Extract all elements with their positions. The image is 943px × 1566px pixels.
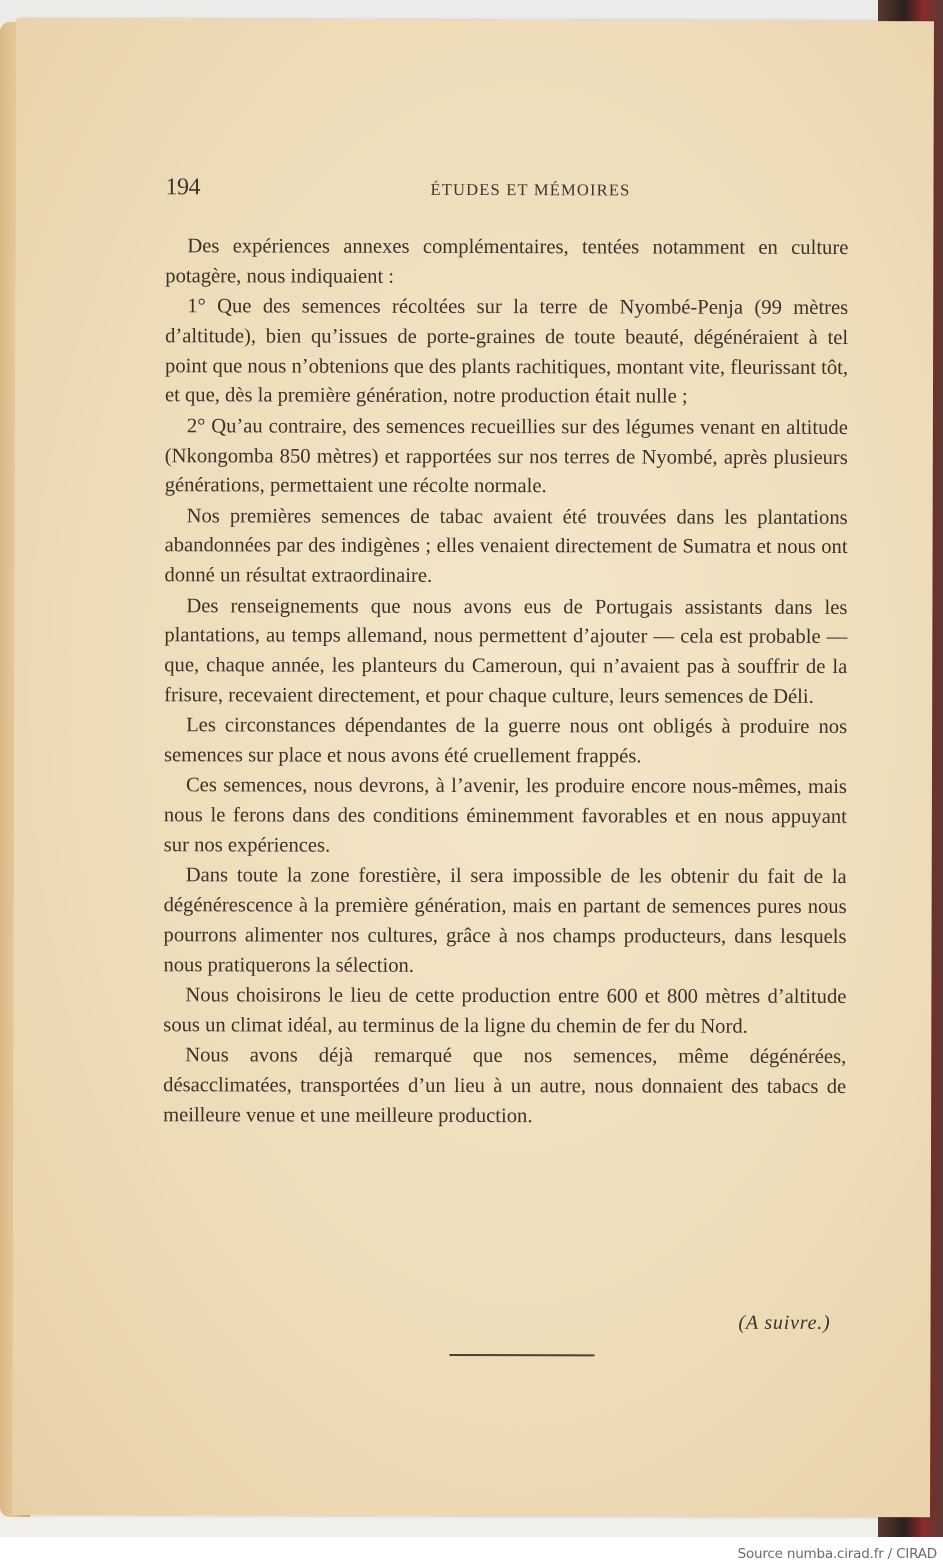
paragraph: Ces semences, nous devrons, à l’avenir, les produire encore nous-mêmes, mais nous le ferons dans des conditions éminemment favorables et en nous appuyant sur nos expériences. [163,774,847,857]
running-head [165,174,865,206]
paragraph: Des expériences annexes complémentaires, tentées notamment en culture potagère, nous indiquaient : [165,235,849,288]
running-title: ÉTUDES ET MÉMOIRES [430,179,631,200]
paragraph: Des renseignements que nous avons eus de Portugais assistants dans les plantations, au temps allemand, nous permettent d’ajouter — cela est probable — que, chaque année, les planteurs du Cameroun, qui n’avaient pas à souffrir de la frisure, recevaient directement, et pour chaque culture, leurs semences de Déli. [164,594,848,708]
paragraph: 1° Que des semences récoltées sur la terre de Nyombé-Penja (99 mètres d’altitude), bien qu’issues de porte-graines de toute beauté, dégénéraient à tel point que nous n’obtenions que des plants rachitiques, montant vite, fleurissant tôt, et que, dès la première génération, notre production était nulle ; [164,295,849,409]
end-rule-divider [449,1354,594,1356]
paragraph: Nous avons déjà remarqué que nos semences, même dégénérées, désacclimatées, transportées d’un lieu à un autre, nous donnaient des tabacs de meilleure venue et une meilleure production. [163,1044,847,1127]
body-text [163,232,848,1132]
paragraph: Nous choisirons le lieu de cette production entre 600 et 800 mètres d’altitude sous un climat idéal, au terminus de la ligne du chemin de fer du Nord. [163,984,847,1038]
source-caption: Source numba.cirad.fr / CIRAD [737,1546,937,1562]
paragraph: 2° Qu’au contraire, des semences recueillies sur des légumes venant en altitude (Nkongomba 850 mètres) et rapportées sur nos terres de Nyombé, après plusieurs générations, permettaient une récolte normale. [164,415,848,498]
paragraph: Les circonstances dépendantes de la guerre nous ont obligés à produire nos semences sur place et nous avons été cruellement frappés. [164,714,848,768]
paragraph: Dans toute la zone forestière, il sera impossible de les obtenir du fait de la dégénérescence à la première génération, mais en partant de semences pures nous pourrons alimenter nos cultures, grâce à nos champs producteurs, dans lesquels nous pratiquerons la sélection. [163,864,847,977]
page-number: 194 [165,174,201,201]
book-page [12,19,934,1517]
paragraph: Nos premières semences de tabac avaient été trouvées dans les plantations abandonnées par des indigènes ; elles venaient directement de Sumatra et nous ont donné un résultat extraordinaire. [164,504,848,588]
continuation-note: (A suivre.) [738,1311,831,1334]
